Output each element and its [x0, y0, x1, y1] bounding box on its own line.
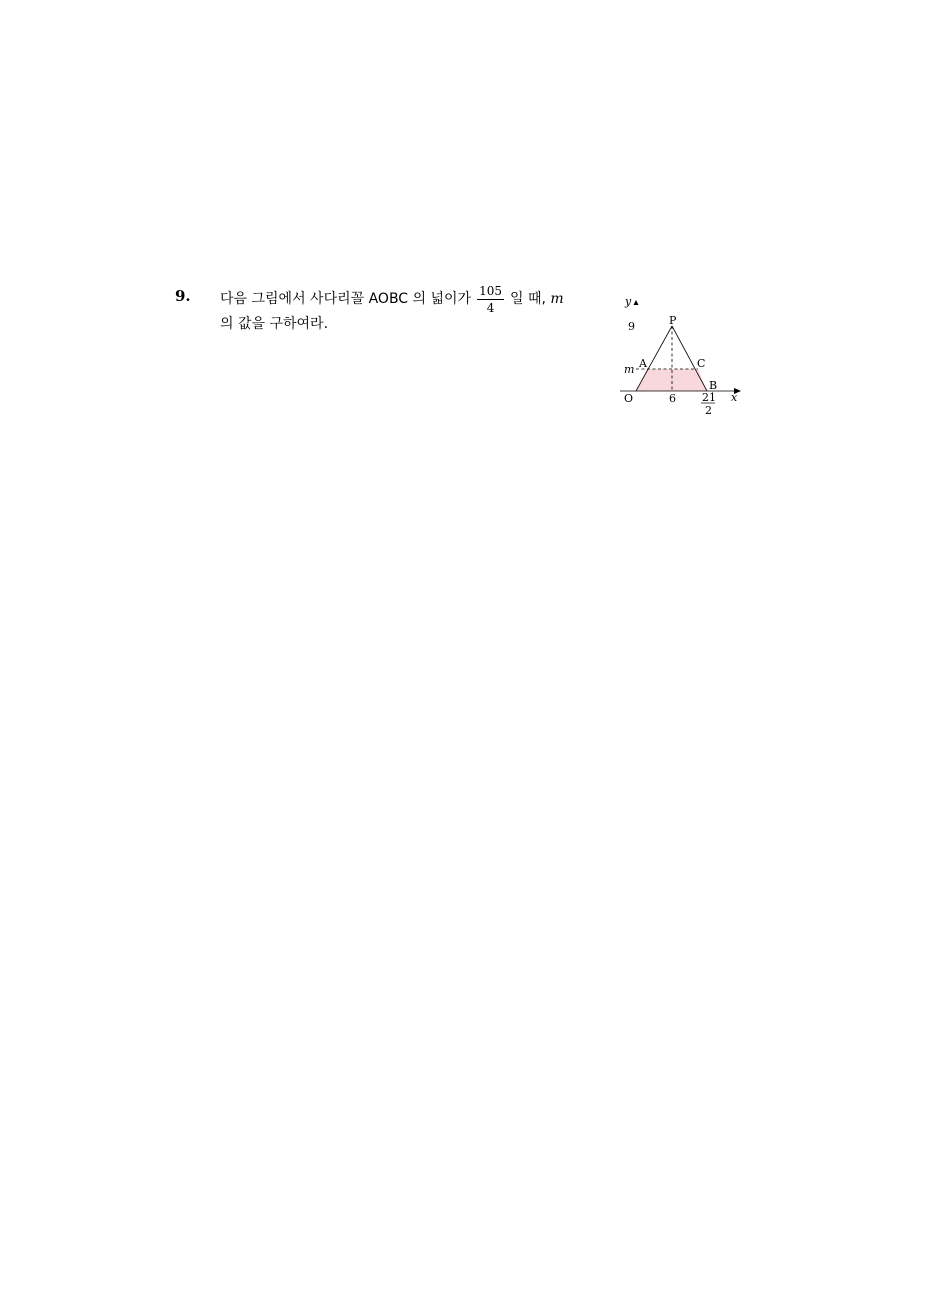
point-p-label: P [669, 314, 677, 327]
trapezoid-figure [610, 288, 750, 427]
problem-text [220, 282, 610, 336]
coordinate-diagram [610, 288, 750, 423]
point-a-label: A [639, 357, 647, 370]
x-tick-6: 6 [669, 392, 676, 405]
area-fraction [477, 284, 504, 315]
x-tick-b-denominator: 2 [705, 404, 712, 417]
problem-number: 9. [175, 287, 191, 305]
x-tick-b-numerator: 21 [702, 391, 716, 404]
y-axis-arrow-icon [634, 300, 639, 305]
x-axis-label: x [731, 391, 738, 404]
problem-text-line-2: 의 값을 구하여라. [220, 316, 329, 332]
y-tick-m: m [624, 363, 635, 376]
problem-text-after-fraction: 일 때, [509, 291, 546, 307]
area-fraction-denominator: 4 [486, 300, 495, 315]
y-tick-9: 9 [628, 320, 635, 333]
point-c-label: C [697, 357, 706, 370]
origin-label: O [624, 392, 634, 405]
point-b-label: B [709, 379, 718, 392]
y-axis-label: y [625, 295, 632, 308]
problem-text-line-1 [220, 282, 610, 316]
problem-text-before-fraction: 다음 그림에서 사다리꼴 AOBC 의 넓이가 [220, 291, 472, 307]
variable-m: m [550, 291, 564, 307]
area-fraction-numerator: 105 [479, 283, 502, 298]
